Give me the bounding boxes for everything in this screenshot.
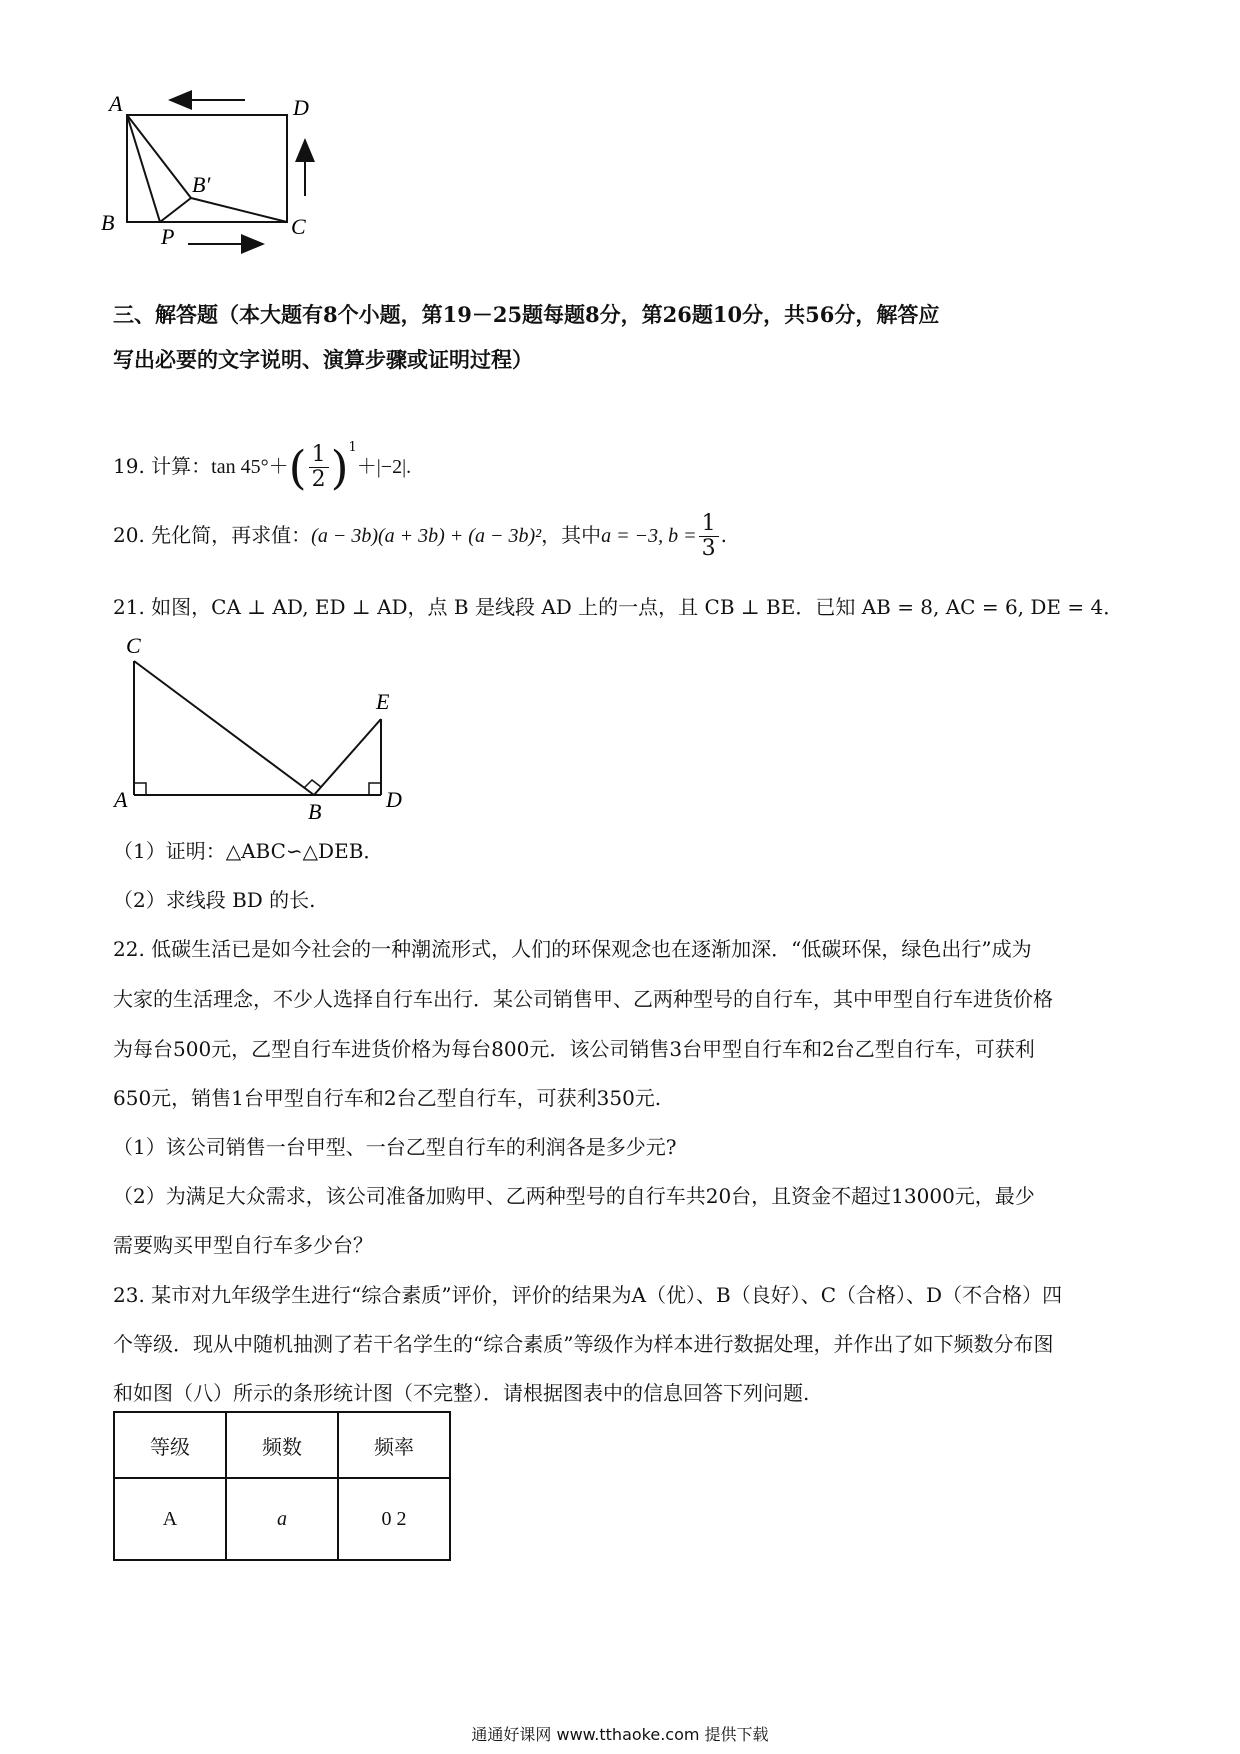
table-header-cell: 等级 [114,1412,226,1478]
q21-sub1: （1）证明：△ABC∽△DEB． [113,839,384,863]
q23-line3: 和如图（八）所示的条形统计图（不完整）．请根据图表中的信息回答下列问题. [113,1381,810,1405]
q21-label-c: C [126,633,141,658]
table-cell: a [226,1478,338,1560]
label-p: P [161,224,175,249]
q21-sub2: （2）求线段 BD 的长. [113,888,316,912]
page-footer: 通通好课网 www.tthaoke.com 提供下载 [471,1725,769,1744]
q21-label-d: D [386,787,402,812]
q20-fraction: $\frac{1}{3}$ [699,512,719,561]
table-header-cell: 频率 [338,1412,450,1478]
question-20 [113,505,727,566]
table-header-cell: 频数 [226,1412,338,1478]
table-header-row [114,1412,450,1478]
q22-line3: 为每台500元，乙型自行车进货价格为每台800元．该公司销售3台甲型自行车和2台乙型自行车，可获利 [113,1037,1035,1061]
q21-label-a: A [114,787,128,812]
q19-expr-b: ＋|−2|. [356,456,412,478]
q20-mid: ，其中 [541,523,602,547]
q20-condition: a = −3, b = [601,525,697,547]
label-c: C [291,214,306,239]
q22-sub1: （1）该公司销售一台甲型、一台乙型自行车的利润各是多少元? [113,1135,677,1159]
q23-line1: 23. 某市对九年级学生进行“综合素质”评价，评价的结果为A（优）、B（良好）、C（合格）、D（不合格）四 [113,1283,1063,1307]
q23-line2: 个等级．现从中随机抽测了若干名学生的“综合素质”等级作为样本进行数据处理，并作出了如下频数分布图 [113,1332,1054,1356]
section-heading-line1: 三、解答题（本大题有8个小题，第19－25题每题8分，第26题10分，共56分，解答应 [113,302,940,327]
q21-label-b: B [308,799,322,824]
q19-number: 19. 计算： [113,454,212,478]
label-d: D [293,95,309,120]
label-b: B [101,210,115,235]
q20-expression: (a − 3b)(a + 3b) + (a − 3b)² [311,525,542,547]
table-row [114,1478,450,1560]
q19-exponent: 1 [348,440,357,455]
label-a: A [109,91,123,116]
grade-frequency-table [113,1411,451,1561]
q19-expr-a: tan 45°＋ [211,456,289,478]
q19-fraction: $\frac{1}{2}$ [309,443,329,492]
rectangle-fold-figure [95,88,355,273]
table-cell: 0 2 [338,1478,450,1560]
table-cell: A [114,1478,226,1560]
section-heading-line2: 写出必要的文字说明、演算步骤或证明过程） [113,347,533,372]
q22-line4: 650元，销售1台甲型自行车和2台乙型自行车，可获利350元. [113,1086,662,1110]
label-b-prime: B′ [192,172,211,197]
question-19: 19. 计算：tan 45°＋( $\frac{1}{2}$ )$^1$＋|−2|. [113,440,412,495]
q22-line2: 大家的生活理念，不少人选择自行车出行．某公司销售甲、乙两种型号的自行车，其中甲型自行车进货价格 [113,987,1053,1011]
q20-prefix: 20. 先化简，再求值： [113,523,312,547]
question-21-text: 21. 如图，CA ⊥ AD, ED ⊥ AD，点 B 是线段 AD 上的一点，且 CB ⊥ BE．已知 AB = 8, AC = 6, DE = 4． [113,595,1124,619]
q22-sub2-line2: 需要购买甲型自行车多少台？ [113,1233,373,1257]
q20-end: . [720,523,727,547]
q21-label-e: E [376,689,390,714]
q22-sub2-line1: （2）为满足大众需求，该公司准备加购甲、乙两种型号的自行车共20台，且资金不超过13000元，最少 [113,1184,1035,1208]
q21-figure [108,625,428,825]
q22-line1: 22. 低碳生活已是如今社会的一种潮流形式，人们的环保观念也在逐渐加深．“低碳环保，绿色出行”成为 [113,937,1032,961]
